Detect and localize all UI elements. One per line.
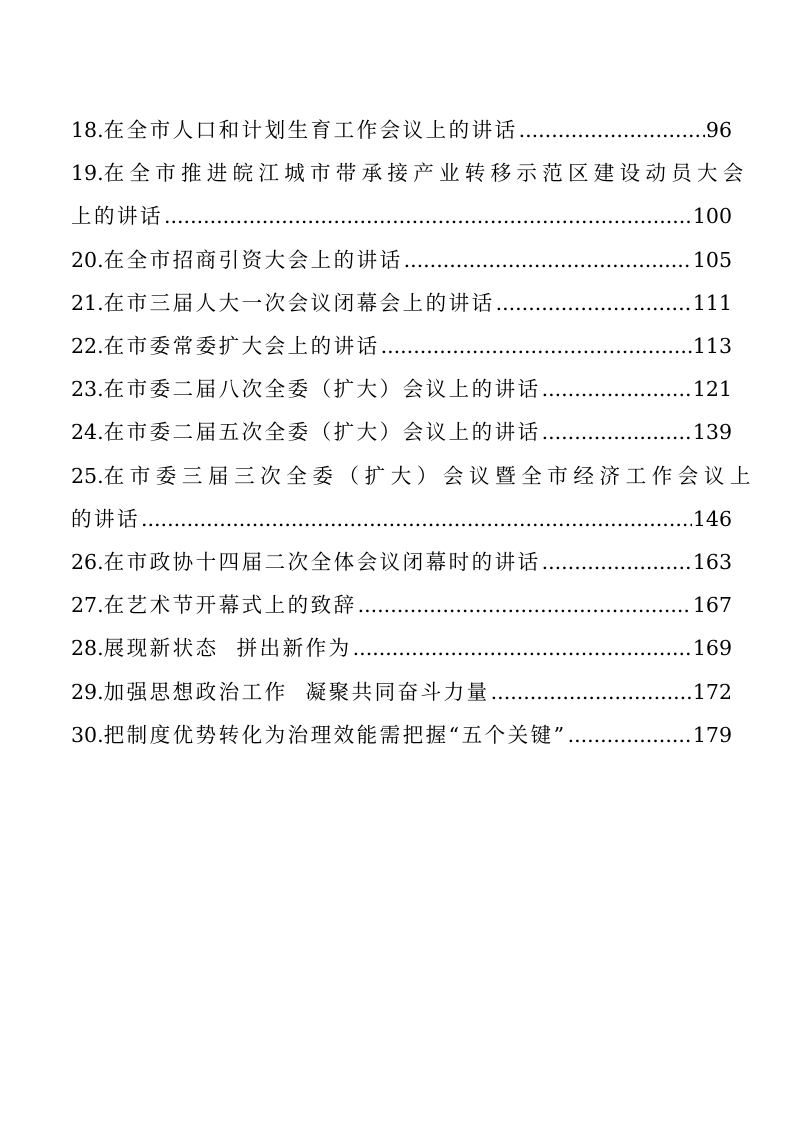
dot-leader [519, 109, 705, 152]
dot-leader [353, 627, 692, 670]
dot-leader [496, 282, 692, 325]
toc-entry-30[interactable] [71, 714, 732, 757]
toc-entry-number: 19. [71, 161, 104, 186]
dot-leader [381, 325, 692, 368]
toc-entry-number: 22. [71, 334, 104, 359]
toc-entry-title: 把制度优势转化为治理效能需把握“五个关键” [103, 722, 567, 747]
toc-entry-page: 105 [692, 247, 732, 272]
toc-entry-number: 18. [71, 118, 104, 142]
toc-entry-number: 26. [71, 550, 104, 575]
dot-leader [542, 411, 692, 454]
dot-leader [404, 239, 692, 282]
toc-entry-number: 28. [71, 636, 104, 661]
toc-entry-page: 121 [692, 377, 732, 402]
dot-leader [358, 584, 692, 627]
toc-entry-page: 111 [692, 290, 732, 315]
toc-entry-page: 169 [692, 636, 732, 661]
toc-entry-number: 30. [71, 722, 104, 747]
dot-leader [164, 195, 692, 238]
toc-entry-number: 21. [71, 290, 104, 315]
toc-entry-27[interactable] [71, 584, 732, 627]
toc-entry-number: 29. [71, 679, 104, 704]
toc-entry-29[interactable] [71, 671, 732, 714]
toc-entry-title-line2: 上的讲话 [71, 204, 163, 229]
toc-entry-page: 139 [692, 420, 732, 445]
toc-entry-22[interactable] [71, 325, 732, 368]
toc-entry-26[interactable] [71, 541, 732, 584]
toc-entry-title: 加强思想政治工作 凝聚共同奋斗力量 [103, 679, 490, 704]
toc-entry-number: 24. [71, 420, 104, 445]
dot-leader [491, 671, 692, 714]
toc-entry-title: 在市委二届五次全委（扩大）会议上的讲话 [103, 420, 541, 445]
toc-entry-page: 172 [692, 679, 732, 704]
toc-entry-25-line1[interactable] [71, 455, 757, 498]
toc-entry-25-line2[interactable] [71, 498, 732, 541]
toc-entry-28[interactable] [71, 627, 732, 670]
toc-entry-page: 163 [692, 550, 732, 575]
toc-entry-title-line2: 的讲话 [71, 506, 140, 531]
toc-entry-title: 在市委二届八次全委（扩大）会议上的讲话 [103, 377, 541, 402]
toc-entry-title: 在市政协十四届二次全体会议闭幕时的讲话 [103, 550, 541, 575]
toc-entry-number: 25. [71, 463, 104, 488]
toc-entry-19-line1[interactable] [71, 152, 749, 195]
toc-entry-24[interactable] [71, 411, 732, 454]
table-of-contents [71, 109, 757, 757]
toc-entry-title: 在市三届人大一次会议闭幕会上的讲话 [103, 290, 495, 315]
toc-entry-19-line2[interactable] [71, 195, 732, 238]
toc-entry-23[interactable] [71, 368, 732, 411]
toc-entry-page: 100 [692, 204, 732, 229]
toc-entry-title-line1: 在市委三届三次全委（扩大）会议暨全市经济工作会议上 [103, 463, 757, 488]
toc-entry-21[interactable] [71, 282, 732, 325]
toc-entry-title: 在全市人口和计划生育工作会议上的讲话 [103, 118, 518, 142]
dot-leader [568, 714, 692, 757]
dot-leader [542, 541, 692, 584]
dot-leader [542, 368, 692, 411]
toc-entry-page: 167 [692, 593, 732, 618]
toc-entry-title: 在市委常委扩大会上的讲话 [103, 334, 380, 359]
toc-entry-title: 展现新状态 拼出新作为 [103, 636, 352, 661]
toc-entry-18[interactable] [71, 109, 732, 152]
toc-entry-20[interactable] [71, 239, 732, 282]
toc-entry-page: 113 [692, 334, 732, 359]
dot-leader [141, 498, 692, 541]
toc-entry-title: 在艺术节开幕式上的致辞 [103, 593, 357, 618]
toc-entry-number: 20. [71, 247, 104, 272]
toc-entry-number: 23. [71, 377, 104, 402]
toc-entry-page: 146 [692, 506, 732, 531]
toc-entry-title-line1: 在全市推进皖江城市带承接产业转移示范区建设动员大会 [103, 161, 749, 186]
toc-entry-page: 96 [705, 118, 732, 142]
toc-entry-title: 在全市招商引资大会上的讲话 [103, 247, 403, 272]
toc-entry-page: 179 [692, 722, 732, 747]
toc-entry-number: 27. [71, 593, 104, 618]
